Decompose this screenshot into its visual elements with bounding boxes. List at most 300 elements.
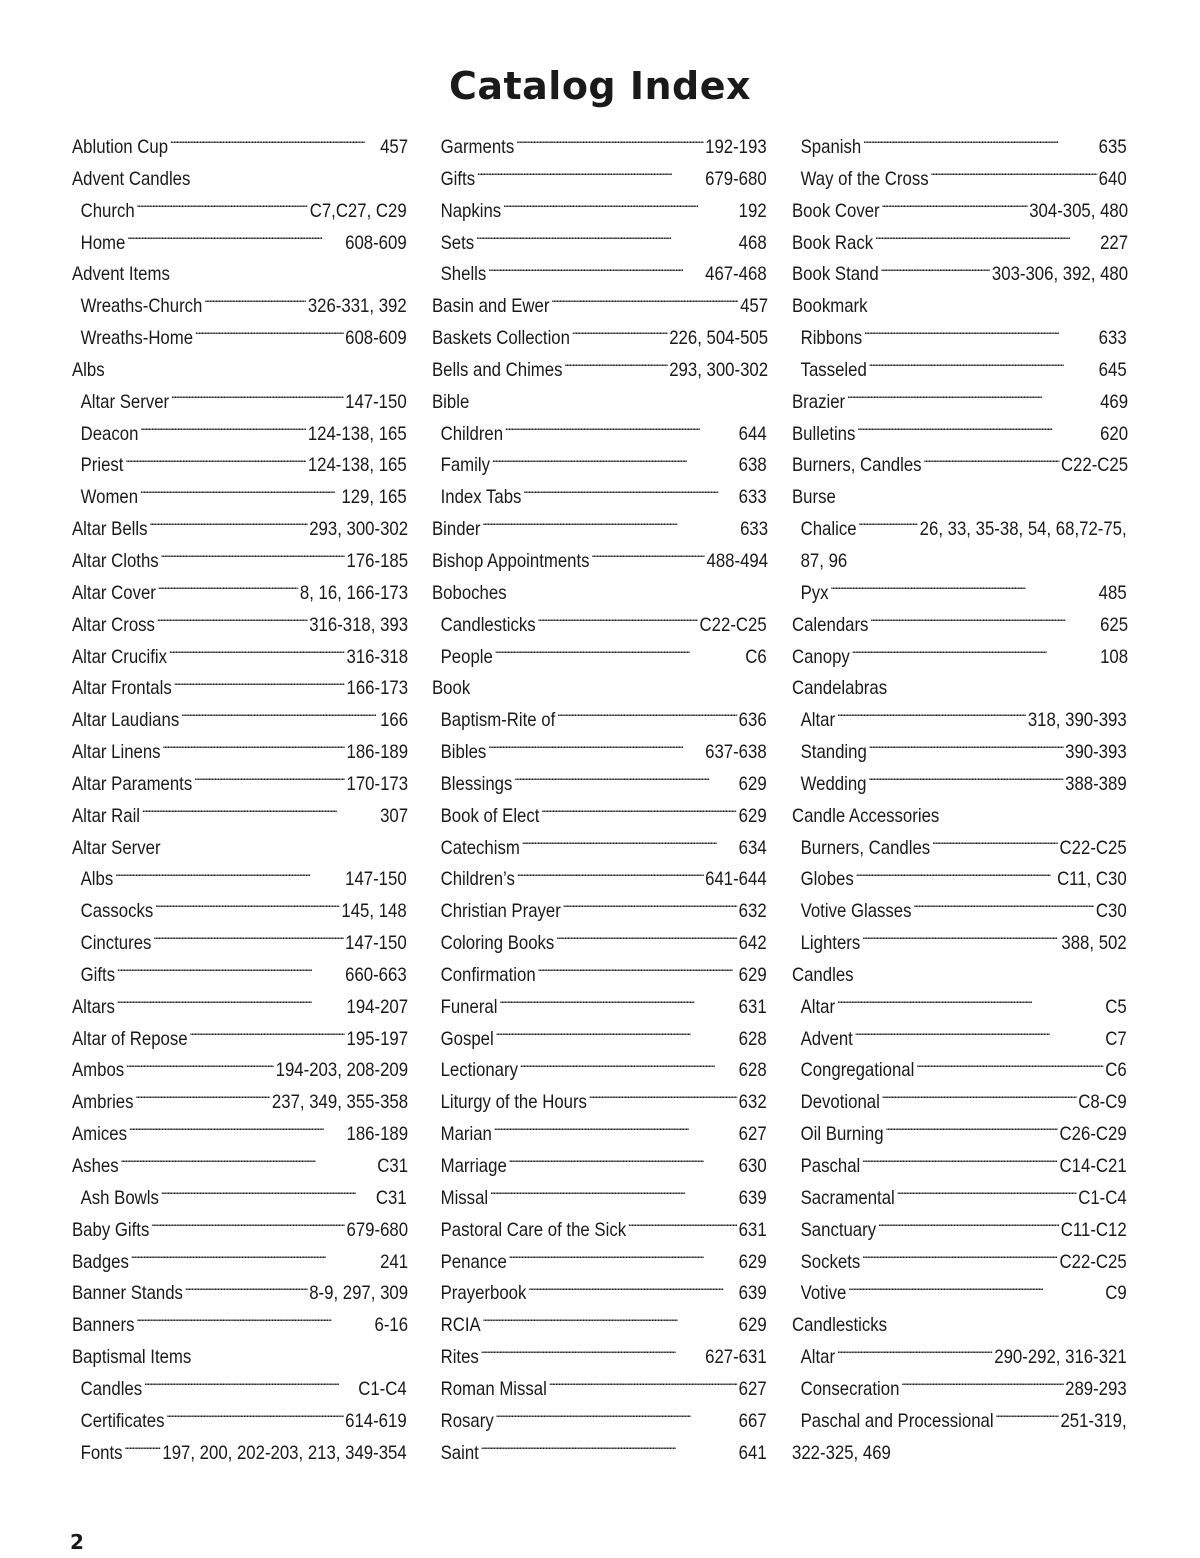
- index-entry: [72, 960, 407, 992]
- dot-leader: [896, 1184, 1076, 1204]
- dot-leader: [117, 961, 344, 981]
- index-entry-label: Saint: [440, 1441, 479, 1464]
- index-entry-label: Family: [440, 454, 490, 477]
- index-entry: [792, 259, 1128, 291]
- index-entry-page: 642: [738, 932, 767, 955]
- index-entry-label: Index Tabs: [440, 486, 522, 509]
- index-entry: [72, 1024, 408, 1056]
- index-entry-page: 226, 504-505: [669, 327, 769, 350]
- index-entry: [432, 928, 767, 960]
- index-entry: [792, 610, 1128, 642]
- index-entry-label: Wreaths-Home: [80, 327, 194, 350]
- index-entry-page: 627-631: [705, 1346, 767, 1369]
- index-entry: [792, 833, 1127, 865]
- index-entry: [72, 482, 407, 514]
- index-column-2: [432, 132, 768, 1469]
- index-entry-page: C11, C30: [1057, 868, 1127, 891]
- index-entry: [72, 1374, 407, 1406]
- dot-leader: [120, 1153, 375, 1173]
- dot-leader: [837, 1344, 993, 1364]
- index-entry-page: 639: [738, 1186, 767, 1209]
- index-entry-label: Altar Cover: [72, 581, 156, 604]
- index-entry-page: 227: [1100, 231, 1129, 254]
- dot-leader: [490, 1184, 737, 1204]
- index-entry-label: Amices: [72, 1123, 127, 1146]
- index-entry-label: Pastoral Care of the Sick: [440, 1218, 627, 1241]
- dot-leader: [591, 547, 705, 567]
- index-entry-label: Candelabras: [792, 677, 888, 700]
- dot-leader: [151, 1216, 345, 1236]
- dot-leader: [189, 1025, 344, 1045]
- dot-leader: [503, 197, 737, 217]
- index-entry: [72, 737, 408, 769]
- index-entry: [72, 132, 408, 164]
- dot-leader: [528, 1280, 737, 1300]
- index-entry-page: 170-173: [346, 772, 409, 795]
- index-entry-page: C1-C4: [1078, 1186, 1127, 1209]
- index-entry: [792, 1374, 1127, 1406]
- dot-leader: [142, 802, 379, 822]
- index-entry-page: 147-150: [345, 868, 407, 891]
- index-entry-page: 639: [738, 1282, 767, 1305]
- dot-leader: [852, 643, 1099, 663]
- index-entry: [72, 228, 407, 260]
- dot-leader: [848, 1280, 1104, 1300]
- index-entry-label: Baptismal Items: [72, 1346, 192, 1369]
- index-entry-label: Sets: [440, 231, 475, 254]
- index-entry-page: C6: [745, 645, 767, 668]
- index-entry: [792, 1342, 1127, 1374]
- index-entry: [72, 1151, 408, 1183]
- index-entry: [432, 1438, 767, 1470]
- index-entry: [432, 196, 767, 228]
- index-entry: [792, 928, 1127, 960]
- dot-leader: [494, 1121, 737, 1141]
- index-entry-label: Advent: [800, 1027, 853, 1050]
- index-entry-page: 251-319,: [1060, 1409, 1127, 1432]
- index-entry: [432, 450, 767, 482]
- index-entry: [792, 960, 1128, 992]
- index-entry: [432, 673, 768, 705]
- index-entry-page: 635: [1098, 136, 1127, 158]
- dot-leader: [161, 1184, 375, 1204]
- dot-leader: [488, 739, 703, 759]
- index-entry: [72, 164, 408, 196]
- index-entry-label: Baskets Collection: [432, 327, 570, 350]
- dot-leader: [541, 802, 737, 822]
- dot-leader: [195, 325, 344, 345]
- index-entry: [792, 323, 1127, 355]
- index-entry-page: 631: [738, 995, 767, 1018]
- index-entry-page: 129, 165: [341, 486, 407, 509]
- dot-leader: [864, 325, 1097, 345]
- index-entry-page: 241: [380, 1250, 409, 1273]
- index-entry-label: Paschal: [800, 1155, 861, 1177]
- index-entry-page: C26-C29: [1059, 1123, 1127, 1146]
- index-entry-page: 468: [738, 231, 767, 254]
- index-entry: [432, 323, 768, 355]
- dot-leader: [557, 707, 737, 727]
- index-entry: [792, 1055, 1127, 1087]
- index-entry-page: 186-189: [346, 741, 409, 764]
- index-entry-label: Altar Rail: [72, 804, 141, 827]
- index-entry-page: 145, 148: [341, 900, 407, 923]
- index-entry: [72, 1438, 407, 1470]
- index-entry-label: People: [440, 645, 493, 668]
- index-entry: [72, 801, 408, 833]
- index-entry-label: Marian: [440, 1123, 492, 1146]
- dot-leader: [522, 834, 737, 854]
- index-entry: [792, 801, 1128, 833]
- index-entry-label: Altar Bells: [72, 518, 148, 541]
- dot-leader: [862, 1248, 1058, 1268]
- index-entry: [792, 896, 1127, 928]
- index-entry-page: C30: [1095, 900, 1127, 923]
- index-entry: [792, 1024, 1127, 1056]
- index-entry: [72, 1087, 408, 1119]
- index-entry-label: Calendars: [792, 613, 869, 636]
- index-entry-label: Banners: [72, 1314, 135, 1337]
- index-entry-page: 290-292, 316-321: [994, 1346, 1127, 1369]
- index-entry-page: 644: [738, 422, 767, 445]
- dot-leader: [869, 739, 1064, 759]
- index-entry-label: Altar Linens: [72, 741, 161, 764]
- index-entry-label: Congregational: [800, 1059, 915, 1082]
- dot-leader: [126, 1057, 274, 1077]
- index-entry-page: 289-293: [1065, 1377, 1127, 1400]
- index-entry: [792, 1310, 1128, 1342]
- index-entry: [792, 450, 1128, 482]
- dot-leader: [916, 1057, 1103, 1077]
- index-entry: [72, 705, 408, 737]
- dot-leader: [880, 261, 990, 281]
- index-entry: [432, 259, 767, 291]
- index-entry-page: 632: [738, 1091, 767, 1114]
- dot-leader: [837, 993, 1104, 1013]
- index-entry-label: 322-325, 469: [792, 1441, 891, 1464]
- index-entry-page: 628: [738, 1027, 767, 1050]
- index-entry-label: Bells and Chimes: [432, 358, 563, 381]
- index-entry-label: Catechism: [440, 836, 520, 859]
- index-entry: [432, 546, 768, 578]
- index-entry-label: Book Cover: [792, 199, 880, 222]
- index-entry-page: 637-638: [705, 741, 767, 764]
- index-entry-page: 194-203, 208-209: [275, 1059, 409, 1082]
- index-entry-page: 124-138, 165: [307, 422, 407, 445]
- index-entry-label: Boboches: [432, 581, 507, 604]
- index-entry-label: Baby Gifts: [72, 1218, 150, 1241]
- index-entry: [792, 132, 1127, 164]
- index-entry: [432, 1055, 767, 1087]
- dot-leader: [523, 484, 737, 504]
- dot-leader: [157, 611, 308, 631]
- index-entry: [432, 419, 767, 451]
- index-entry-page: 608-609: [345, 231, 407, 254]
- index-entry-label: Paschal and Processional: [800, 1409, 994, 1432]
- index-entry-page: 318, 390-393: [1027, 709, 1127, 732]
- index-entry-label: Badges: [72, 1250, 129, 1273]
- index-entry-page: 679-680: [346, 1218, 409, 1241]
- dot-leader: [855, 866, 1055, 886]
- index-entry-label: 87, 96: [800, 549, 848, 572]
- dot-leader: [857, 420, 1098, 440]
- index-entry: [72, 673, 408, 705]
- index-entry-label: Christian Prayer: [440, 900, 561, 923]
- index-entry: [432, 1310, 767, 1342]
- index-entry-label: Book of Elect: [440, 804, 540, 827]
- dot-leader: [830, 579, 1097, 599]
- index-entry-page: 304-305, 480: [1029, 199, 1129, 222]
- index-entry: [432, 1024, 767, 1056]
- index-entry-label: Lectionary: [440, 1059, 518, 1082]
- index-entry-page: 316-318, 393: [309, 613, 409, 636]
- index-entry: [792, 546, 1127, 578]
- index-entry-page: C31: [375, 1186, 407, 1209]
- index-entry-label: Children’s: [440, 868, 515, 891]
- index-entry-label: Bible: [432, 390, 470, 413]
- index-entry-page: C7: [1105, 1027, 1127, 1050]
- index-entry-page: 237, 349, 355-358: [271, 1091, 409, 1114]
- index-entry: [432, 482, 767, 514]
- index-entry-page: 6-16: [374, 1314, 409, 1337]
- index-entry-page: 640: [1098, 167, 1127, 190]
- index-entry-page: 614-619: [345, 1409, 407, 1432]
- dot-leader: [563, 898, 737, 918]
- dot-leader: [170, 134, 379, 154]
- index-entry: [792, 705, 1127, 737]
- index-entry: [432, 992, 767, 1024]
- index-entry: [792, 1406, 1127, 1438]
- index-entry-label: Wedding: [800, 772, 867, 795]
- index-entry-label: Marriage: [440, 1155, 507, 1177]
- dot-leader: [628, 1216, 737, 1236]
- index-entry: [792, 1215, 1127, 1247]
- index-entry-label: Wreaths-Church: [80, 295, 203, 318]
- index-entry-page: 629: [738, 772, 767, 795]
- index-entry-label: Candlesticks: [440, 613, 536, 636]
- index-entry-page: 26, 33, 35-38, 54, 68,72-75,: [919, 518, 1127, 541]
- index-entry-label: Women: [80, 486, 139, 509]
- index-entry-page: 197, 200, 202-203, 213, 349-354: [162, 1441, 407, 1464]
- index-entry: [72, 1342, 408, 1374]
- index-entry: [432, 1087, 767, 1119]
- index-entry-page: 8-9, 297, 309: [309, 1282, 409, 1305]
- index-entry-label: Bishop Appointments: [432, 549, 590, 572]
- index-entry-page: C8-C9: [1078, 1091, 1127, 1114]
- index-entry-label: Brazier: [792, 390, 846, 413]
- dot-leader: [514, 770, 737, 790]
- index-entry: [72, 546, 408, 578]
- index-entry: [432, 387, 768, 419]
- dot-leader: [481, 1439, 737, 1459]
- index-entry-label: Binder: [432, 518, 481, 541]
- index-entry: [432, 769, 767, 801]
- index-entry-label: Standing: [800, 741, 867, 764]
- dot-leader: [495, 1407, 737, 1427]
- index-entry: [72, 1247, 408, 1279]
- index-entry: [72, 642, 408, 674]
- dot-leader: [863, 134, 1097, 154]
- index-entry: [72, 450, 407, 482]
- index-entry: [432, 1278, 767, 1310]
- index-entry: [432, 514, 768, 546]
- index-entry: [792, 737, 1127, 769]
- index-entry: [432, 228, 767, 260]
- index-entry-label: Cinctures: [80, 932, 152, 955]
- dot-leader: [549, 1375, 737, 1395]
- index-entry-label: Candles: [80, 1377, 143, 1400]
- index-entry: [432, 132, 767, 164]
- index-entry-page: C22-C25: [1059, 836, 1127, 859]
- index-entry-label: Confirmation: [440, 963, 536, 986]
- dot-leader: [869, 356, 1097, 376]
- dot-leader: [517, 866, 704, 886]
- index-entry: [72, 259, 408, 291]
- dot-leader: [882, 1089, 1077, 1109]
- dot-leader: [140, 484, 340, 504]
- index-entry-page: 660-663: [345, 963, 407, 986]
- index-entry: [792, 387, 1128, 419]
- index-entry: [432, 1151, 767, 1183]
- dot-leader: [995, 1407, 1058, 1427]
- dot-leader: [162, 739, 344, 759]
- index-entry: [432, 642, 767, 674]
- index-entry: [72, 196, 407, 228]
- index-entry-label: Altar Crucifix: [72, 645, 168, 668]
- index-entry-label: Burse: [792, 486, 836, 509]
- dot-leader: [158, 579, 299, 599]
- index-entry-label: Cassocks: [80, 900, 154, 923]
- dot-leader: [149, 516, 307, 536]
- index-entry-page: 388, 502: [1061, 932, 1127, 955]
- index-column-3: [792, 132, 1128, 1469]
- index-entry: [792, 1119, 1127, 1151]
- dot-leader: [932, 834, 1058, 854]
- index-entry-page: 457: [740, 295, 769, 318]
- dot-leader: [537, 611, 697, 631]
- index-entry-label: Certificates: [80, 1409, 165, 1432]
- index-entry-label: Ablution Cup: [72, 136, 169, 158]
- dot-leader: [153, 930, 343, 950]
- dot-leader: [171, 388, 344, 408]
- dot-leader: [855, 1025, 1104, 1045]
- index-entry-label: Devotional: [800, 1091, 880, 1114]
- index-entry: [72, 1310, 408, 1342]
- index-entry-page: 488-494: [706, 549, 769, 572]
- index-entry-page: 469: [1100, 390, 1129, 413]
- index-entry-label: Altar Frontals: [72, 677, 172, 700]
- dot-leader: [495, 1025, 736, 1045]
- dot-leader: [881, 197, 1027, 217]
- index-entry-label: Roman Missal: [440, 1377, 547, 1400]
- dot-leader: [505, 420, 737, 440]
- index-entry-page: 641-644: [705, 868, 767, 891]
- index-entry: [72, 896, 407, 928]
- dot-leader: [136, 197, 308, 217]
- index-entry: [792, 228, 1128, 260]
- index-entry-label: Candles: [792, 963, 854, 986]
- dot-leader: [901, 1375, 1063, 1395]
- index-entry: [432, 1247, 767, 1279]
- index-entry-label: Altar: [800, 1346, 836, 1369]
- index-entry: [792, 578, 1127, 610]
- index-entry-page: 147-150: [345, 390, 407, 413]
- index-entry: [792, 355, 1127, 387]
- index-entry-label: Burners, Candles: [800, 836, 931, 859]
- index-entry: [792, 673, 1128, 705]
- dot-leader: [204, 293, 306, 313]
- index-entry-label: Pyx: [800, 581, 829, 604]
- index-entry-page: 467-468: [705, 263, 767, 286]
- index-entry-label: Candlesticks: [792, 1314, 888, 1337]
- index-entry-page: 176-185: [346, 549, 409, 572]
- dot-leader: [136, 1312, 373, 1332]
- index-entry-label: Deacon: [80, 422, 139, 445]
- dot-leader: [875, 229, 1099, 249]
- dot-leader: [129, 1121, 345, 1141]
- index-entry: [792, 992, 1127, 1024]
- dot-leader: [847, 388, 1098, 408]
- index-entry: [72, 769, 408, 801]
- dot-leader: [878, 1216, 1059, 1236]
- index-entry-page: C5: [1105, 995, 1127, 1018]
- index-entry-label: Sacramental: [800, 1186, 895, 1209]
- dot-leader: [858, 516, 918, 536]
- index-entry-label: Lighters: [800, 932, 861, 955]
- index-entry: [792, 164, 1127, 196]
- index-entry-label: Burners, Candles: [792, 454, 922, 477]
- index-entry-label: Altar: [800, 709, 836, 732]
- dot-leader: [481, 1344, 704, 1364]
- index-entry-label: Prayerbook: [440, 1282, 527, 1305]
- index-entry: [792, 291, 1128, 323]
- index-entry-page: 147-150: [345, 932, 407, 955]
- index-entry-page: 192: [738, 199, 767, 222]
- index-entry-label: Oil Burning: [800, 1123, 884, 1146]
- index-entry-page: 679-680: [705, 167, 767, 190]
- dot-leader: [482, 1312, 737, 1332]
- index-entry: [432, 578, 768, 610]
- index-entry: [432, 1406, 767, 1438]
- index-entry-page: 632: [738, 900, 767, 923]
- index-entry: [792, 769, 1127, 801]
- index-entry-page: 627: [738, 1123, 767, 1146]
- dot-leader: [572, 325, 668, 345]
- dot-leader: [488, 261, 703, 281]
- index-entry: [792, 642, 1128, 674]
- index-entry-label: Ambries: [72, 1091, 134, 1114]
- index-entry-page: 194-207: [346, 995, 409, 1018]
- index-entry: [792, 1438, 1128, 1470]
- index-entry: [792, 1247, 1127, 1279]
- index-entry-page: 630: [738, 1155, 767, 1177]
- index-entry: [432, 1374, 767, 1406]
- dot-leader: [913, 898, 1094, 918]
- index-entry-label: Altar Cross: [72, 613, 155, 636]
- index-entry-label: Albs: [72, 358, 105, 381]
- index-entry: [72, 1055, 408, 1087]
- index-entry-page: 326-331, 392: [307, 295, 407, 318]
- index-entry: [792, 419, 1128, 451]
- index-entry: [72, 1119, 408, 1151]
- index-entry-page: 629: [738, 1250, 767, 1273]
- index-entry-label: Chalice: [800, 518, 857, 541]
- index-entry-label: Altar Server: [80, 390, 170, 413]
- index-entry: [72, 1215, 408, 1247]
- index-entry-page: 641: [738, 1441, 767, 1464]
- index-entry-label: Albs: [80, 868, 114, 891]
- index-entry-label: Garments: [440, 136, 515, 158]
